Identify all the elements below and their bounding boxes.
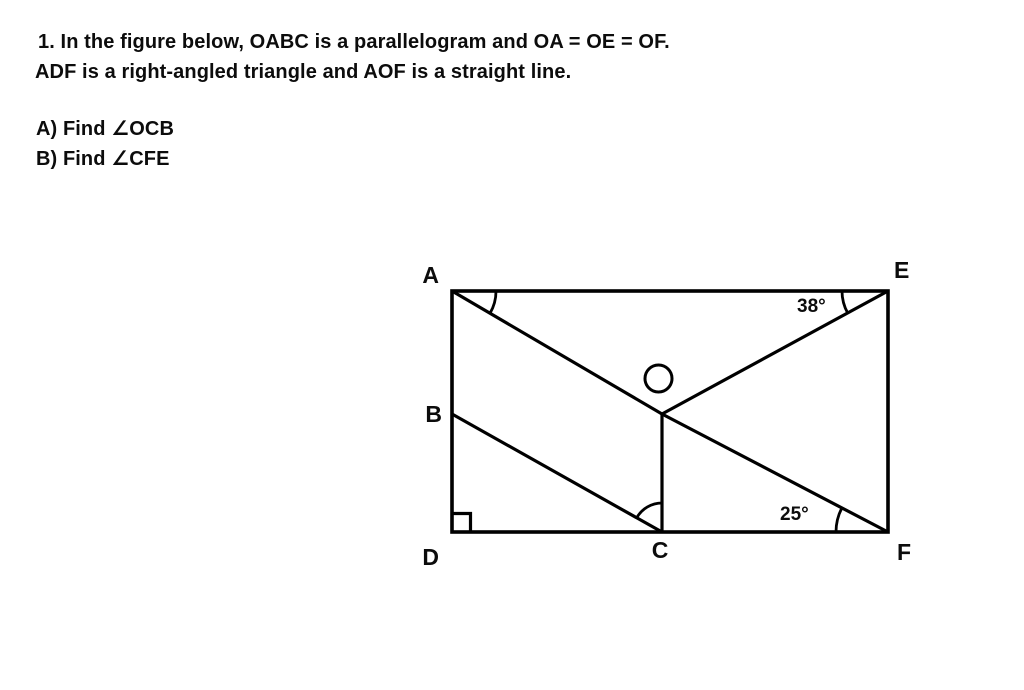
right-angle-mark-D — [452, 514, 471, 533]
point-O-label-circle — [645, 365, 672, 392]
line-OF — [662, 414, 888, 532]
geometry-figure — [400, 248, 930, 580]
label-point-A: A — [422, 262, 439, 288]
label-point-B: B — [425, 401, 442, 427]
angle-label-38: 38° — [797, 296, 826, 317]
angle-arc-E — [842, 291, 848, 313]
question-b: B) Find ∠CFE — [36, 148, 170, 170]
problem-line-1: 1. In the figure below, OABC is a parallelogram and OA = OE = OF. — [38, 31, 670, 53]
label-point-E: E — [894, 257, 910, 283]
angle-label-25: 25° — [780, 504, 809, 525]
problem-statement — [35, 27, 670, 87]
label-point-D: D — [422, 544, 439, 570]
line-BC — [452, 414, 662, 532]
line-EO — [662, 291, 888, 414]
question-a: A) Find ∠OCB — [36, 118, 174, 140]
problem-line-2: ADF is a right-angled triangle and AOF is a straight line. — [35, 61, 572, 83]
angle-arc-A — [490, 291, 496, 314]
line-AO — [452, 291, 662, 414]
label-point-C: C — [651, 537, 669, 563]
angle-arc-C — [637, 503, 662, 518]
geometry-figure-svg — [400, 248, 930, 580]
question-list — [36, 114, 174, 174]
label-point-F: F — [897, 539, 912, 565]
angle-arc-F — [836, 508, 842, 532]
